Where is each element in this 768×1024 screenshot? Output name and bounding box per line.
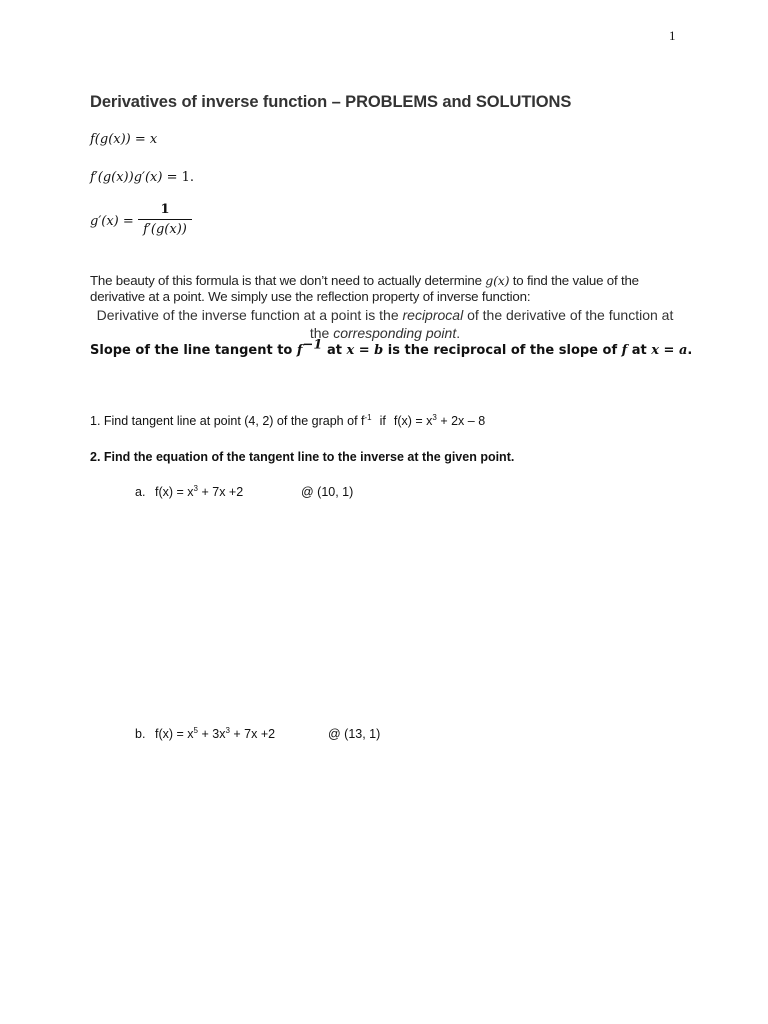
problem-2a <box>135 483 354 499</box>
slope-text-3: is the reciprocal of the slope of <box>383 343 622 358</box>
problem-1-fx: f(x) = x <box>393 414 433 428</box>
problem-2a-point: @ (10, 1) <box>301 485 354 499</box>
reciprocal-statement <box>90 306 680 342</box>
fraction <box>138 202 192 237</box>
problem-2b-sup1: 5 <box>193 725 198 735</box>
slope-text-1: Slope of the line tangent to <box>90 343 297 358</box>
equation-composition: f(g(x)) = x <box>90 132 158 147</box>
paragraph-text-2: to find the value of the derivative at a point. We simply use the reflection property of inverse function: <box>90 273 639 304</box>
page-title: Derivatives of inverse function – PROBLEMS and SOLUTIONS <box>90 93 572 111</box>
fraction-denominator: f′(g(x)) <box>143 222 187 237</box>
problem-1-text: 1. Find tangent line at point (4, 2) of the graph of f <box>90 414 365 428</box>
problem-2a-rest: + 7x +2 <box>198 485 244 499</box>
problem-2b-mid: + 3x <box>198 727 226 741</box>
problem-2b-sup2: 3 <box>225 725 230 735</box>
problem-2b-label: b. <box>135 727 146 741</box>
slope-xa: x = a <box>651 343 688 358</box>
problem-1-fx-sup: 3 <box>432 412 437 422</box>
page-number: 1 <box>669 28 676 43</box>
problem-1-if: if <box>379 414 386 428</box>
explanation-paragraph <box>90 273 680 305</box>
equation-lhs: g′(x) = <box>90 214 134 229</box>
problem-1-sup: -1 <box>364 412 372 422</box>
statement-text-1: Derivative of the inverse function at a point is the <box>96 307 403 323</box>
problem-2b <box>135 725 381 741</box>
problem-2a-sup: 3 <box>193 483 198 493</box>
statement-corresponding-point: corresponding point <box>333 325 457 341</box>
statement-text-2: of the derivative of the function at the <box>309 307 674 341</box>
fraction-numerator: 1 <box>160 202 170 217</box>
fraction-bar <box>138 219 192 220</box>
problem-2b-fx: f(x) = x <box>155 727 194 741</box>
problem-1-fx-rest: + 2x – 8 <box>436 414 486 428</box>
slope-f: f <box>621 343 628 358</box>
problem-2a-label: a. <box>135 485 146 499</box>
statement-reciprocal: reciprocal <box>402 307 464 323</box>
slope-xb: x = b <box>346 343 384 358</box>
slope-finv: f <box>296 343 303 358</box>
paragraph-text-1: The beauty of this formula is that we don’t need to actually determine <box>90 273 486 288</box>
problem-2: 2. Find the equation of the tangent line to the inverse at the given point. <box>90 450 515 464</box>
slope-text-4: at <box>627 343 652 358</box>
slope-statement <box>90 337 693 358</box>
equation-chain-rule-left: f′(g(x))g′(x) = <box>90 170 182 185</box>
slope-finv-sup: −1 <box>302 337 323 353</box>
equation-chain-rule-right: 1. <box>181 170 195 185</box>
problem-2a-fx: f(x) = x <box>155 485 194 499</box>
equation-chain-rule <box>90 170 194 185</box>
problem-2b-point: @ (13, 1) <box>328 727 381 741</box>
slope-text-5: . <box>687 343 693 358</box>
problem-1 <box>90 414 485 428</box>
problem-2b-rest: + 7x +2 <box>229 727 276 741</box>
paragraph-gx: g(x) <box>485 273 510 288</box>
statement-text-3: . <box>456 325 461 341</box>
slope-text-2: at <box>322 343 347 358</box>
